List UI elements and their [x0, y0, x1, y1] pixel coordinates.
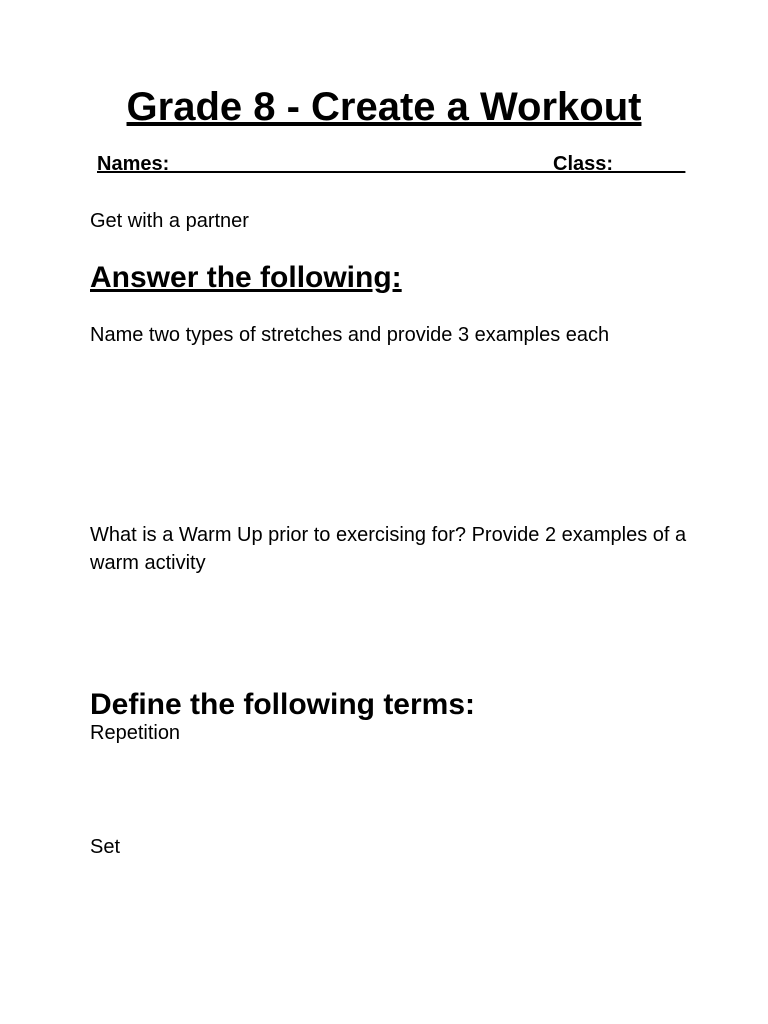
question-warm-up: What is a Warm Up prior to exercising for? Provide 2 examples of a warm activity	[90, 524, 687, 574]
worksheet-title: Grade 8 - Create a Workout	[126, 85, 642, 129]
define-terms-heading: Define the following terms:	[90, 688, 476, 721]
term-set: Set	[90, 836, 121, 858]
partner-instruction: Get with a partner	[90, 210, 249, 232]
term-repetition: Repetition	[90, 722, 181, 744]
question-stretches: Name two types of stretches and provide 3 examples each	[90, 324, 610, 346]
answer-heading: Answer the following:	[90, 261, 402, 294]
names-class-line: Names:__________________________________ Class: ______	[97, 153, 686, 175]
